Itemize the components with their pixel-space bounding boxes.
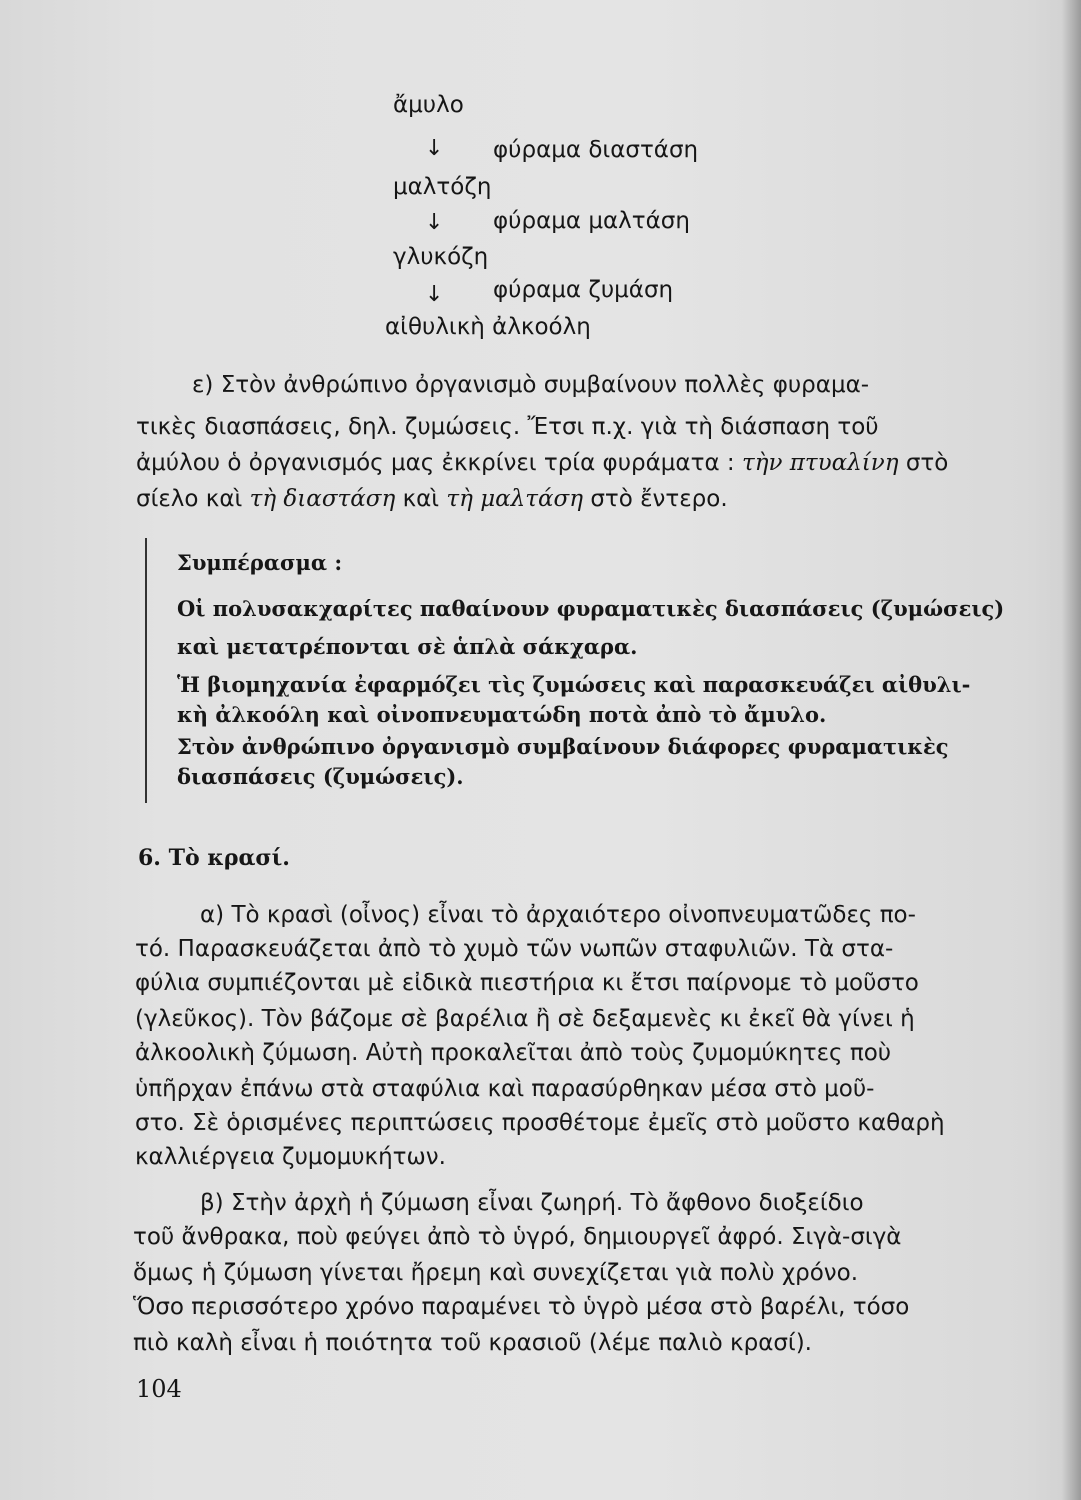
paragraph-e-line-2: τικὲς διασπάσεις, δηλ. ζυμώσεις. Ἔτσι π.χ. γιὰ τὴ διάσπαση τοῦ (136, 414, 879, 440)
paragraph-e-line-1: ε) Στὸν ἀνθρώπινο ὀργανισμὸ συμβαίνουν πολλὲς φυραμα- (192, 372, 870, 398)
paragraph-a-line-6: ὑπῆρχαν ἐπάνω στὰ σταφύλια καὶ παρασύρθηκαν μέσα στὸ μοῦ- (135, 1076, 875, 1102)
paragraph-e-line-4-b: καὶ (402, 486, 440, 512)
conclusion-title: Συμπέρασμα : (177, 550, 343, 575)
paragraph-e-line-4-c: στὸ ἔντερο. (590, 486, 728, 512)
section-heading: 6. Τὸ κρασί. (138, 845, 290, 871)
paragraph-a-line-8: καλλιέργεια ζυμομυκήτων. (135, 1144, 446, 1170)
arrow-down-icon: ↓ (425, 136, 444, 161)
paragraph-a-line-7: στο. Σὲ ὁρισμένες περιπτώσεις προσθέτομε ἐμεῖς στὸ μοῦστο καθαρὴ (135, 1110, 945, 1136)
chain-enzyme-diastase: φύραμα διαστάση (493, 137, 699, 163)
conclusion-line-5: Στὸν ἀνθρώπινο ὀργανισμὸ συμβαίνουν διάφορες φυραματικὲς (177, 734, 949, 759)
conclusion-box (145, 538, 1005, 803)
paragraph-b-line-1: β) Στὴν ἀρχὴ ἡ ζύμωση εἶναι ζωηρή. Τὸ ἄφθονο διοξείδιο (200, 1190, 864, 1216)
paragraph-e-diastase: τὴ διαστάση (249, 486, 396, 512)
chain-enzyme-maltase: φύραμα μαλτάση (493, 208, 690, 234)
paragraph-a-line-5: ἀλκοολικὴ ζύμωση. Αὐτὴ προκαλεῖται ἀπὸ τοὺς ζυμομύκητες ποὺ (135, 1040, 892, 1066)
page-number: 104 (136, 1375, 182, 1403)
paragraph-b-line-3: ὅμως ἡ ζύμωση γίνεται ἤρεμη καὶ συνεχίζεται γιὰ πολὺ χρόνο. (133, 1260, 859, 1286)
paragraph-e-line-3-text: ἀμύλου ὁ ὀργανισμός μας ἐκκρίνει τρία φυράματα : (136, 450, 735, 476)
paragraph-b-line-4: Ὅσο περισσότερο χρόνο παραμένει τὸ ὑγρὸ μέσα στὸ βαρέλι, τόσο (133, 1294, 910, 1320)
paragraph-e-line-4 (136, 482, 728, 516)
paragraph-b-line-5: πιὸ καλὴ εἶναι ἡ ποιότητα τοῦ κρασιοῦ (λέμε παλιὸ κρασί). (133, 1330, 812, 1356)
paragraph-e-maltase: τὴ μαλτάση (446, 486, 583, 512)
conclusion-line-4: κὴ ἀλκοόλη καὶ οἰνοπνευματώδη ποτὰ ἀπὸ τὸ ἄμυλο. (177, 702, 827, 727)
conclusion-line-3: Ἡ βιομηχανία ἐφαρμόζει τὶς ζυμώσεις καὶ παρασκευάζει αἰθυλι- (177, 672, 971, 697)
chain-enzyme-zymase: φύραμα ζυμάση (493, 277, 674, 303)
fermentation-chain (385, 92, 805, 352)
paragraph-e-line-4-a: σίελο καὶ (136, 486, 243, 512)
paragraph-e-line-3 (136, 446, 948, 480)
page-edge-shadow (1061, 0, 1081, 1500)
paragraph-a-line-1: α) Τὸ κρασὶ (οἶνος) εἶναι τὸ ἀρχαιότερο οἰνοπνευματῶδες πο- (200, 902, 916, 928)
paragraph-b-line-2: τοῦ ἄνθρακα, ποὺ φεύγει ἀπὸ τὸ ὑγρό, δημιουργεῖ ἀφρό. Σιγὰ-σιγὰ (133, 1224, 902, 1250)
chain-starch: ἄμυλο (393, 92, 464, 118)
conclusion-line-2: καὶ μετατρέπονται σὲ ἁπλὰ σάκχαρα. (177, 634, 638, 659)
chain-glucose: γλυκόζη (393, 244, 489, 270)
chain-maltose: μαλτόζη (393, 174, 492, 200)
paragraph-a-line-4: (γλεῦκος). Τὸν βάζομε σὲ βαρέλια ἢ σὲ δεξαμενὲς κι ἐκεῖ θὰ γίνει ἡ (135, 1006, 915, 1032)
conclusion-line-1: Οἱ πολυσακχαρίτες παθαίνουν φυραματικὲς διασπάσεις (ζυμώσεις) (177, 596, 1005, 621)
paragraph-e-ptyalin: τὴν πτυαλίνη (741, 450, 899, 476)
paragraph-a-line-2: τό. Παρασκευάζεται ἀπὸ τὸ χυμὸ τῶν νωπῶν σταφυλιῶν. Τὰ στα- (135, 936, 894, 962)
arrow-down-icon: ↓ (425, 282, 444, 307)
paragraph-e-line-3-end: στὸ (905, 450, 949, 476)
conclusion-line-6: διασπάσεις (ζυμώσεις). (177, 764, 464, 789)
chain-ethanol: αἰθυλικὴ ἀλκοόλη (385, 314, 591, 340)
paragraph-a-line-3: φύλια συμπιέζονται μὲ εἰδικὰ πιεστήρια κι ἔτσι παίρνομε τὸ μοῦστο (135, 970, 919, 996)
arrow-down-icon: ↓ (425, 210, 444, 235)
